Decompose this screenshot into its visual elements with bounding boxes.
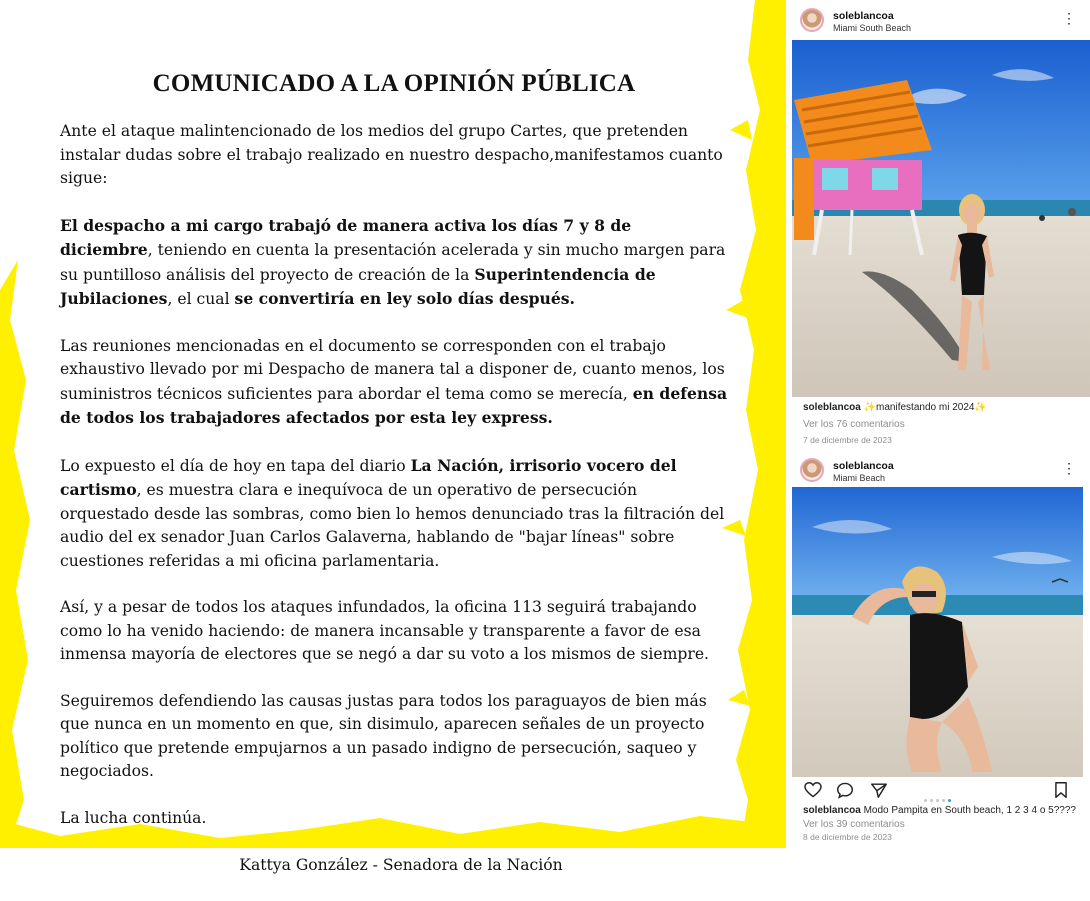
post-1-header [786,2,1090,38]
heart-icon[interactable] [804,782,822,798]
paragraph-3: Las reuniones mencionadas en el documento se corresponden con el trabajo exhaustivo llevado por mi Despacho de manera tal a disponer de, cuanto menos, los suministros técnicos suficientes para abordar el tema como se merecía, en defensa de todos los trabajadores afectados por esta ley express. [60,336,728,427]
post-2-date: 8 de diciembre de 2023 [803,832,892,842]
post-1-caption: soleblancoa ✨manifestando mi 2024✨ [803,402,987,413]
bookmark-icon[interactable] [1054,782,1068,798]
avatar[interactable] [800,458,824,482]
more-options-icon[interactable]: ⋮ [1062,460,1076,476]
post-2-username[interactable]: soleblancoa [833,460,894,472]
post-1-username[interactable]: soleblancoa [833,10,894,22]
paragraph-4: Lo expuesto el día de hoy en tapa del diario La Nación, irrisorio vocero del cartismo, es muestra clara e inequívoca de un operativo de persecución orquestado desde las sombras, como bien lo hemos denunciado tras la filtración del audio del ex senador Juan Carlos Galaverna, hablando de "bajar líneas" sobre cuestiones referidas a mi oficina parlamentaria. [60,455,725,570]
comment-icon[interactable] [836,782,854,798]
paragraph-7: La lucha continúa. [60,808,207,827]
post-2-caption: soleblancoa Modo Pampita en South beach, 1 2 3 4 o 5???? [803,805,1076,816]
post-2-comments-link[interactable]: Ver los 39 comentarios [803,819,905,830]
instagram-panel [786,0,1090,848]
post-2-header [786,452,1090,488]
beach-lifeguard-photo [792,40,1090,397]
post-1-location[interactable]: Miami South Beach [833,23,912,33]
paragraph-5: Así, y a pesar de todos los ataques infundados, la oficina 113 seguirá trabajando como lo ha venido haciendo: de manera incansable y transparente a favor de esa inmensa mayoría de electores que se negó a dar su voto a los mismos de siempre. [60,598,710,663]
post-1-comments-link[interactable]: Ver los 76 comentarios [803,419,905,430]
beach-photo-kneeling [792,487,1083,777]
signature: Kattya González - Senadora de la Nación [239,856,563,874]
paragraph-2: El despacho a mi cargo trabajó de manera activa los días 7 y 8 de diciembre, teniendo en cuenta la presentación acelerada y sin mucho margen para su puntilloso análisis del proyecto de creación de la Superintendencia de Jubilaciones, el cual se convertiría en ley solo días después. [60,215,726,308]
avatar[interactable] [800,8,824,32]
post-1-date: 7 de diciembre de 2023 [803,435,892,445]
post-2-action-bar [786,782,1090,802]
post-2-photo[interactable] [792,487,1083,777]
statement-document [60,70,728,901]
paragraph-6: Seguiremos defendiendo las causas justas para todos los paraguayos de bien más que nunca en un momento en que, sin disimulo, aparecen señales de un proyecto político que pretende empujarnos a un pasado indigno de persecución, saqueo y negociados. [60,691,707,780]
more-options-icon[interactable]: ⋮ [1062,10,1076,26]
statement-title: COMUNICADO A LA OPINIÓN PÚBLICA [152,70,636,97]
post-1-photo[interactable] [792,40,1090,397]
paragraph-1: Ante el ataque malintencionado de los medios del grupo Cartes, que pretenden instalar dudas sobre el trabajo realizado en nuestro despacho,manifestamos cuanto sigue: [60,122,723,187]
share-icon[interactable] [870,782,888,798]
post-2-location[interactable]: Miami Beach [833,473,886,483]
yellow-brush-edge-left [0,260,40,848]
